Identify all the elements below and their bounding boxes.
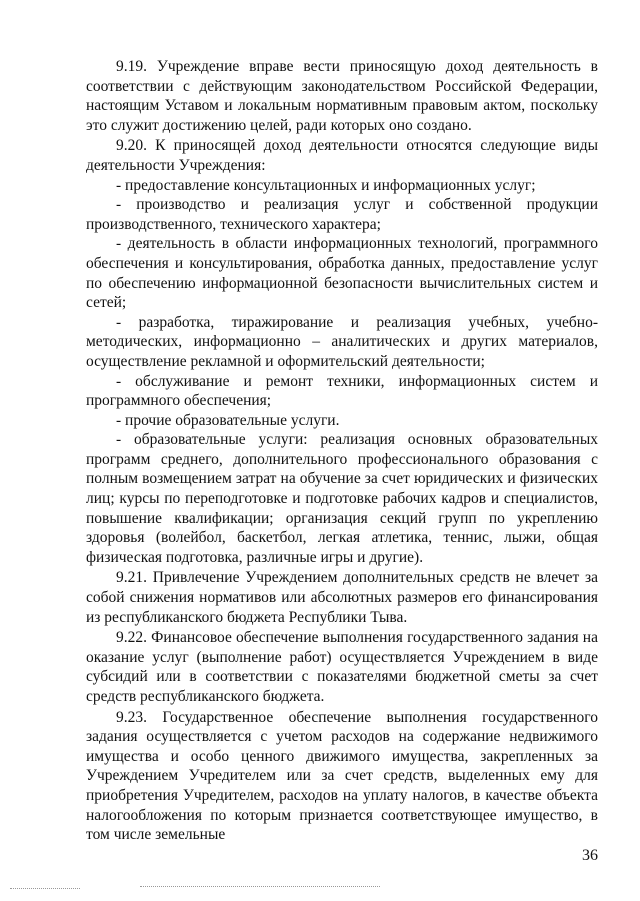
list-item: - разработка, тиражирование и реализация учебных, учебно-методических, информационно – аналитических и других материалов, осуществление рекламной и оформительский деятельности;: [86, 313, 598, 370]
paragraph-9-20: 9.20. К приносящей доход деятельности относятся следующие виды деятельности Учреждения:: [86, 137, 598, 174]
page-number: 36: [582, 847, 598, 864]
list-item: - образовательные услуги: реализация основных образовательных программ среднего, дополнительного профессионального образования с полным возмещением затрат на обучение за счет юридических и физических лиц; курсы по переподготовке и подготовке рабочих кадров и специалистов, повышение квалификации; организация секций групп по укреплению здоровья (волейбол, баскетбол, легкая атлетика, теннис, лыжи, общая физическая подготовка, различные игры и другие).: [86, 431, 598, 566]
scan-edge-line: [10, 888, 80, 889]
list-item: - предоставление консультационных и информационных услуг;: [116, 176, 536, 194]
list-item: - прочие образовательные услуги.: [116, 411, 340, 429]
body-text: [86, 57, 598, 845]
list-item: - производство и реализация услуг и собственной продукции производственного, технического характера;: [86, 196, 598, 233]
list-item: - деятельность в области информационных технологий, программного обеспечения и консультирования, обработка данных, предоставление услуг по обеспечению информационной безопасности вычислительных систем и сетей;: [86, 235, 598, 312]
list-item: - обслуживание и ремонт техники, информационных систем и программного обеспечения;: [86, 372, 598, 410]
paragraph-9-19: 9.19. Учреждение вправе вести приносящую доход деятельность в соответствии с действующим законодательством Российской Федерации, настоящим Уставом и локальным нормативным правовым актом, поскольку это служит достижению целей, ради которых оно создано.: [86, 58, 598, 134]
scan-edge-line: [140, 886, 380, 887]
paragraph-9-21: 9.21. Привлечение Учреждением дополнительных средств не влечет за собой снижения нормативов или абсолютных размеров его финансирования из республиканского бюджета Республики Тыва.: [86, 569, 598, 626]
paragraph-9-23: 9.23. Государственное обеспечение выполнения государственного задания осуществляется с учетом расходов на содержание недвижимого имущества и особо ценного движимого имущества, закрепленных за Учреждением Учредителем или за счет средств, выделенных ему для приобретения Учредителем, расходов на уплату налогов, в качестве объекта налогообложения по которым признается соответствующее имущество, в том числе земельные: [86, 708, 598, 844]
paragraph-9-22: 9.22. Финансовое обеспечение выполнения государственного задания на оказание услуг (выполнение работ) осуществляется Учреждением в виде субсидий или в соответствии с показателями бюджетной сметы за счет средств республиканского бюджета.: [86, 629, 598, 705]
